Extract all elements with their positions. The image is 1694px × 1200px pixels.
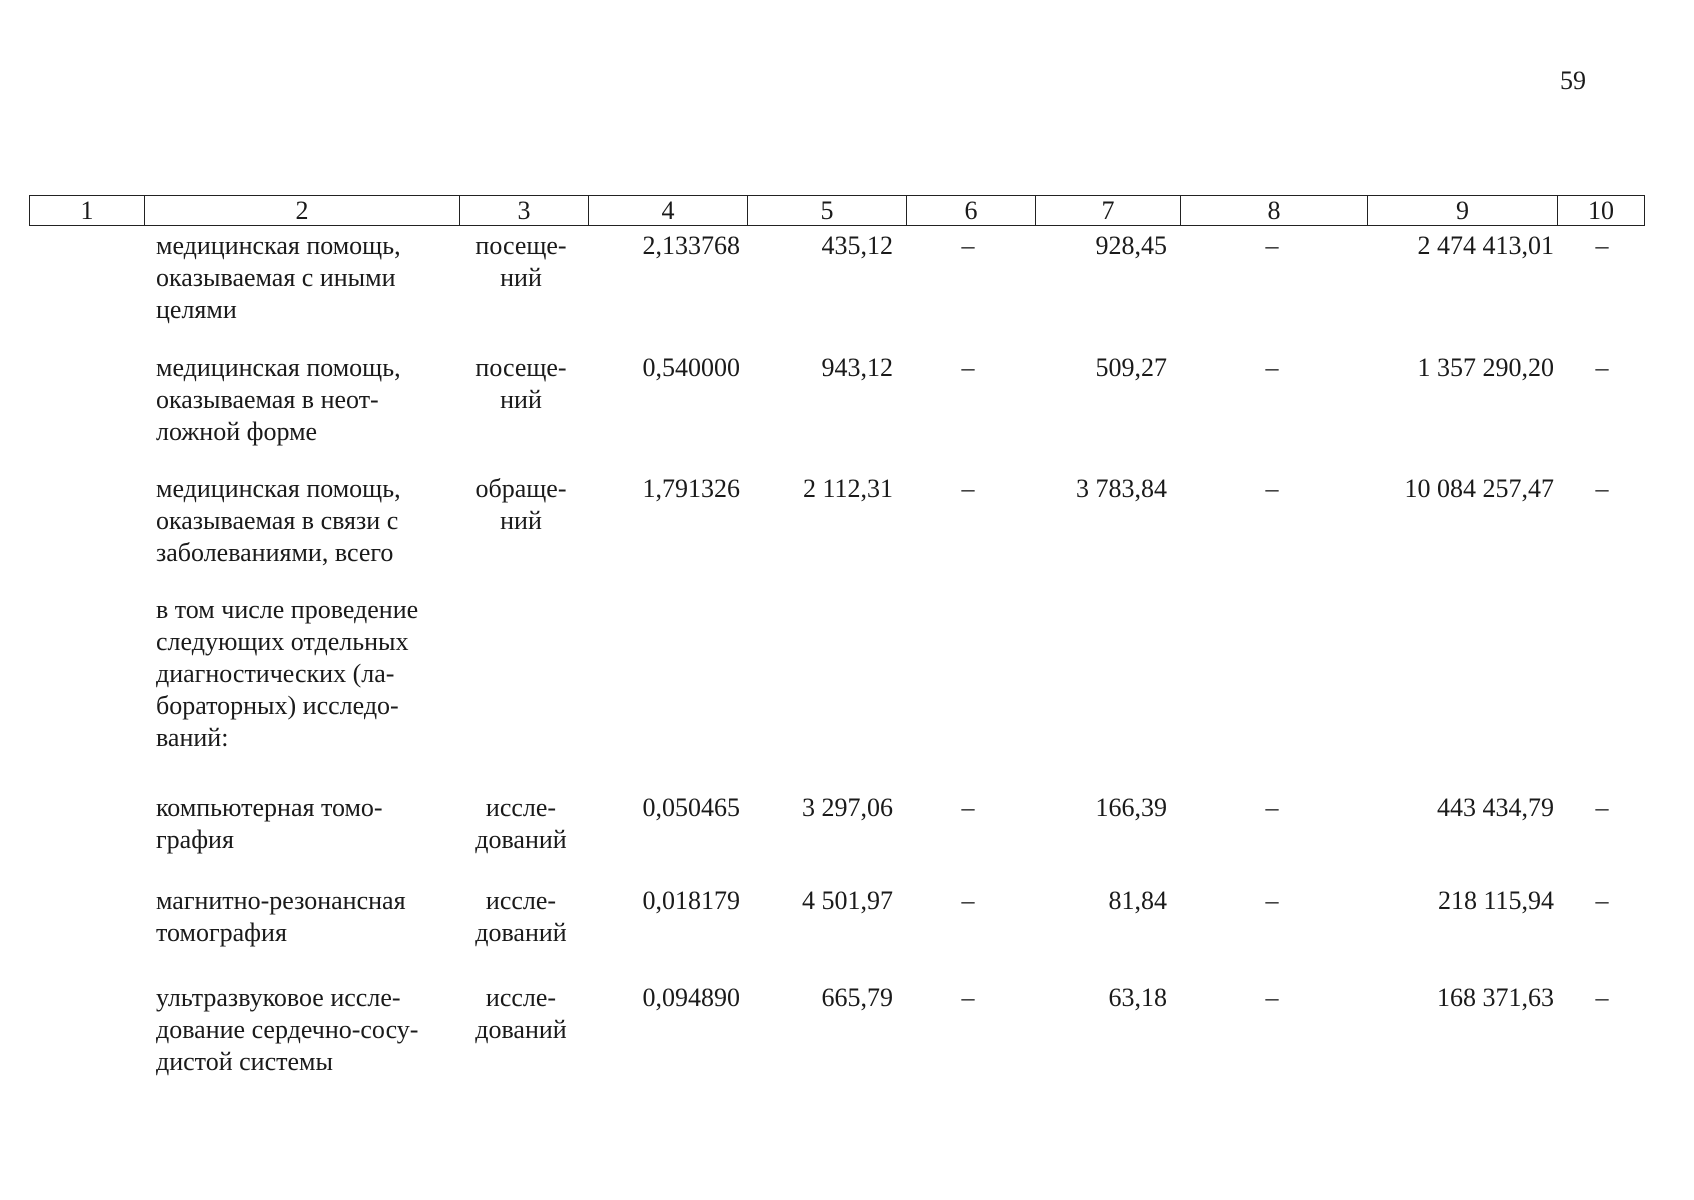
- column-number: 10: [1558, 196, 1645, 226]
- unit-line: обраще-: [475, 474, 567, 503]
- care-type-line: медицинская помощь,: [156, 353, 401, 382]
- budget-funding-total-cell: –: [1265, 231, 1279, 260]
- normative-volume-cell: 2,133768: [642, 231, 740, 260]
- oms-funding-per-capita-cell: 63,18: [1108, 983, 1167, 1012]
- budget-funding-total-cell: –: [1265, 474, 1279, 503]
- budget-funding-per-capita-cell: –: [961, 474, 975, 503]
- care-type-line: ваний:: [156, 723, 229, 752]
- care-type-label: [156, 792, 446, 856]
- share-total-cell: –: [1595, 353, 1609, 382]
- share-total-cell: –: [1595, 231, 1609, 260]
- budget-funding-per-capita-cell: –: [961, 983, 975, 1012]
- budget-funding-per-capita-cell: –: [961, 886, 975, 915]
- care-type-line: магнитно-резонансная: [156, 886, 406, 915]
- oms-funding-total-cell: 218 115,94: [1437, 886, 1554, 915]
- care-type-line: заболеваниями, всего: [156, 538, 394, 567]
- care-type-line: томография: [156, 918, 287, 947]
- normative-cost-cell: 435,12: [821, 231, 893, 260]
- care-type-line: оказываемая в неот-: [156, 385, 379, 414]
- oms-funding-per-capita-cell: 928,45: [1095, 231, 1167, 260]
- unit-line: ний: [500, 385, 542, 414]
- care-type-line: компьютерная томо-: [156, 793, 383, 822]
- normative-cost-cell: 3 297,06: [802, 793, 893, 822]
- budget-funding-per-capita-cell: –: [961, 793, 975, 822]
- oms-funding-total-cell: 443 434,79: [1437, 793, 1554, 822]
- normative-volume-cell: 0,540000: [642, 353, 740, 382]
- unit-label: [462, 230, 580, 294]
- column-number: 8: [1181, 196, 1368, 226]
- unit-label: [462, 982, 580, 1046]
- normative-cost-cell: 4 501,97: [802, 886, 893, 915]
- care-type-label: [156, 594, 446, 754]
- column-number: 4: [589, 196, 748, 226]
- column-number: 2: [145, 196, 460, 226]
- care-type-line: следующих отдельных: [156, 627, 409, 656]
- normative-cost-cell: 2 112,31: [802, 474, 893, 503]
- budget-funding-total-cell: –: [1265, 983, 1279, 1012]
- normative-volume-cell: 0,018179: [642, 886, 740, 915]
- column-number-header: [29, 195, 1645, 226]
- care-type-label: [156, 885, 446, 949]
- care-type-line: ультразвуковое иссле-: [156, 983, 401, 1012]
- column-number: 3: [460, 196, 589, 226]
- unit-line: дований: [475, 1015, 567, 1044]
- budget-funding-total-cell: –: [1265, 353, 1279, 382]
- budget-funding-per-capita-cell: –: [961, 353, 975, 382]
- column-number: 6: [907, 196, 1036, 226]
- care-type-label: [156, 982, 446, 1078]
- care-type-line: медицинская помощь,: [156, 474, 401, 503]
- unit-line: дований: [475, 918, 567, 947]
- oms-funding-total-cell: 1 357 290,20: [1417, 353, 1554, 382]
- care-type-line: графия: [156, 825, 234, 854]
- share-total-cell: –: [1595, 886, 1609, 915]
- page-number: 59: [1560, 66, 1586, 95]
- care-type-line: бораторных) исследо-: [156, 691, 399, 720]
- care-type-line: медицинская помощь,: [156, 231, 401, 260]
- normative-volume-cell: 0,050465: [642, 793, 740, 822]
- unit-label: [462, 352, 580, 416]
- unit-line: посеще-: [475, 231, 567, 260]
- care-type-label: [156, 352, 446, 448]
- care-type-line: оказываемая в связи с: [156, 506, 399, 535]
- care-type-line: оказываемая с иными: [156, 263, 396, 292]
- care-type-label: [156, 230, 446, 326]
- care-type-label: [156, 473, 446, 569]
- column-number: 5: [748, 196, 907, 226]
- oms-funding-total-cell: 168 371,63: [1437, 983, 1554, 1012]
- care-type-line: дование сердечно-сосу-: [156, 1015, 419, 1044]
- normative-volume-cell: 1,791326: [642, 474, 740, 503]
- oms-funding-per-capita-cell: 81,84: [1108, 886, 1167, 915]
- normative-cost-cell: 943,12: [821, 353, 893, 382]
- unit-line: ний: [500, 263, 542, 292]
- budget-funding-per-capita-cell: –: [961, 231, 975, 260]
- share-total-cell: –: [1595, 474, 1609, 503]
- unit-line: иссле-: [485, 886, 557, 915]
- normative-volume-cell: 0,094890: [642, 983, 740, 1012]
- share-total-cell: –: [1595, 793, 1609, 822]
- care-type-line: диагностических (ла-: [156, 659, 395, 688]
- care-type-line: дистой системы: [156, 1047, 333, 1076]
- unit-line: иссле-: [485, 793, 557, 822]
- budget-funding-total-cell: –: [1265, 793, 1279, 822]
- column-number: 1: [30, 196, 145, 226]
- unit-line: дований: [475, 825, 567, 854]
- column-number: 7: [1036, 196, 1181, 226]
- unit-label: [462, 792, 580, 856]
- oms-funding-per-capita-cell: 166,39: [1095, 793, 1167, 822]
- unit-label: [462, 473, 580, 537]
- oms-funding-total-cell: 10 084 257,47: [1404, 474, 1554, 503]
- column-number: 9: [1368, 196, 1558, 226]
- budget-funding-total-cell: –: [1265, 886, 1279, 915]
- oms-funding-total-cell: 2 474 413,01: [1417, 231, 1554, 260]
- unit-line: иссле-: [485, 983, 557, 1012]
- care-type-line: в том числе проведение: [156, 595, 419, 624]
- normative-cost-cell: 665,79: [821, 983, 893, 1012]
- oms-funding-per-capita-cell: 3 783,84: [1076, 474, 1167, 503]
- care-type-line: ложной форме: [156, 417, 318, 446]
- unit-label: [462, 885, 580, 949]
- unit-line: посеще-: [475, 353, 567, 382]
- oms-funding-per-capita-cell: 509,27: [1095, 353, 1167, 382]
- share-total-cell: –: [1595, 983, 1609, 1012]
- care-type-line: целями: [156, 295, 237, 324]
- unit-line: ний: [500, 506, 542, 535]
